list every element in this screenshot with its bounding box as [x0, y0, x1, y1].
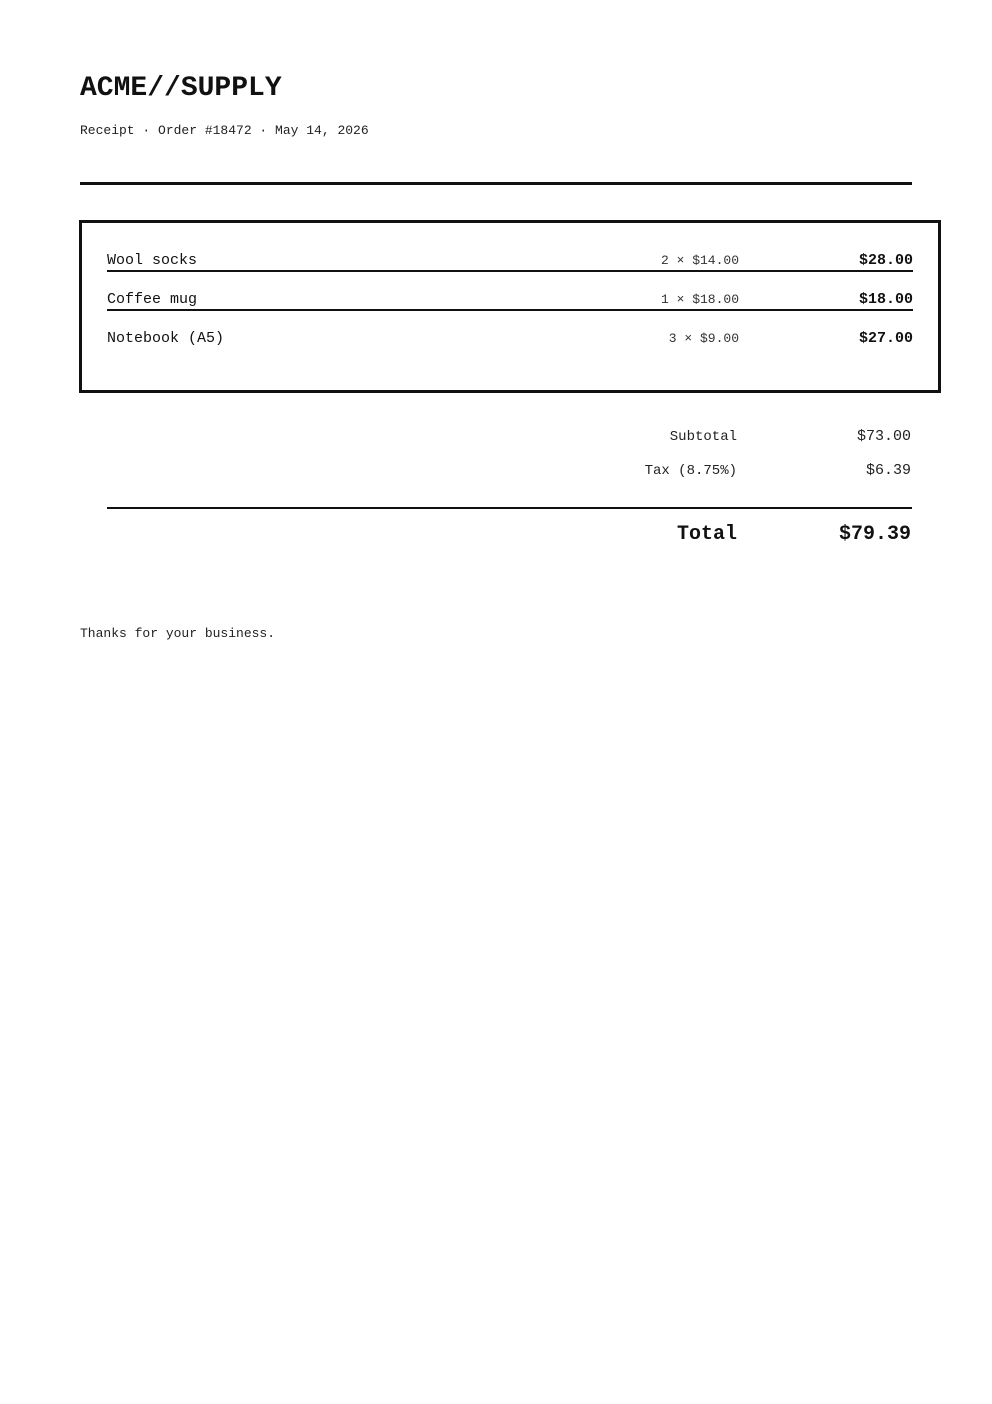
brand-logo-text: ACME//SUPPLY — [80, 73, 282, 104]
line-items-box — [79, 220, 941, 393]
tax-label: Tax (8.75%) — [644, 463, 737, 479]
line-item-name: Wool socks — [107, 252, 198, 269]
line-item-amount: $27.00 — [858, 330, 913, 347]
line-item-row — [107, 309, 913, 348]
header-divider — [80, 182, 912, 185]
receipt-meta: Receipt · Order #18472 · May 14, 2026 — [80, 123, 369, 138]
total-value: $79.39 — [838, 523, 911, 546]
line-item-name: Coffee mug — [107, 291, 198, 308]
subtotal-value: $73.00 — [856, 428, 911, 445]
total-divider — [107, 507, 912, 509]
line-item-amount: $18.00 — [858, 291, 913, 308]
line-item-row — [107, 270, 913, 311]
tax-value: $6.39 — [865, 462, 911, 479]
thank-you-note: Thanks for your business. — [80, 626, 276, 641]
line-item-amount: $28.00 — [858, 252, 913, 269]
subtotal-label: Subtotal — [669, 429, 737, 445]
line-item-quantity-price: 1 × $18.00 — [660, 292, 739, 307]
line-item-quantity-price: 2 × $14.00 — [660, 253, 739, 268]
line-item-quantity-price: 3 × $9.00 — [668, 331, 739, 346]
line-item-name: Notebook (A5) — [107, 330, 225, 347]
line-item-row — [107, 231, 913, 272]
total-label: Total — [676, 523, 737, 546]
